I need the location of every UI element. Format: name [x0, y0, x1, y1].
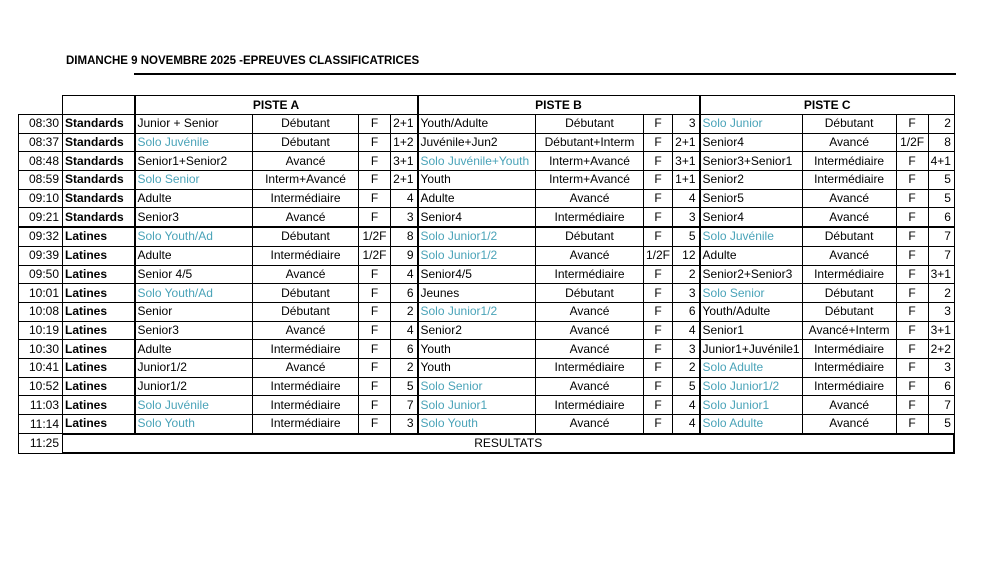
- category-cell-b: Solo Youth: [418, 415, 536, 434]
- time-cell: 10:41: [19, 358, 63, 377]
- level-cell-a: Débutant: [253, 302, 359, 321]
- level-cell-b: Débutant: [536, 284, 644, 303]
- final-cell-b: F: [644, 358, 673, 377]
- final-cell-c: F: [896, 396, 928, 415]
- category-cell-b: Juvénile+Jun2: [418, 133, 536, 152]
- count-cell-a: 2+1: [391, 171, 418, 190]
- table-row: [19, 152, 955, 171]
- count-cell-a: 3: [391, 208, 418, 227]
- final-cell-a: 1/2F: [359, 227, 391, 246]
- final-cell-b: F: [644, 377, 673, 396]
- table-row: [19, 227, 955, 246]
- final-cell-c: F: [896, 284, 928, 303]
- level-cell-a: Intermédiaire: [253, 396, 359, 415]
- level-cell-b: Débutant: [536, 227, 644, 246]
- table-row: [19, 208, 955, 227]
- final-cell-c: F: [896, 377, 928, 396]
- level-cell-c: Avancé: [802, 415, 896, 434]
- category-cell-b: Youth: [418, 340, 536, 359]
- time-cell: 11:14: [19, 415, 63, 434]
- time-cell: 08:30: [19, 115, 63, 134]
- category-cell-c: Senior5: [700, 189, 803, 208]
- level-cell-a: Intermédiaire: [253, 246, 359, 265]
- level-cell-c: Intermédiaire: [802, 152, 896, 171]
- dance-type-cell: Standards: [63, 133, 135, 152]
- time-cell: 10:08: [19, 302, 63, 321]
- count-cell-b: 4: [673, 415, 700, 434]
- dance-type-cell: Latines: [63, 377, 135, 396]
- count-cell-a: 8: [391, 227, 418, 246]
- count-cell-b: 2+1: [673, 133, 700, 152]
- final-cell-b: F: [644, 189, 673, 208]
- time-cell: 09:21: [19, 208, 63, 227]
- category-cell-a: Solo Youth: [135, 415, 253, 434]
- final-cell-a: F: [359, 189, 391, 208]
- level-cell-b: Intermédiaire: [536, 208, 644, 227]
- category-cell-c: Adulte: [700, 246, 803, 265]
- count-cell-b: 1+1: [673, 171, 700, 190]
- count-cell-a: 4: [391, 265, 418, 284]
- table-row: [19, 415, 955, 434]
- dance-type-cell: Latines: [63, 340, 135, 359]
- count-cell-c: 5: [928, 189, 954, 208]
- count-cell-c: 7: [928, 227, 954, 246]
- level-cell-a: Avancé: [253, 321, 359, 340]
- table-row: [19, 284, 955, 303]
- count-cell-b: 6: [673, 302, 700, 321]
- count-cell-b: 3: [673, 208, 700, 227]
- final-cell-b: F: [644, 115, 673, 134]
- level-cell-a: Interm+Avancé: [253, 171, 359, 190]
- level-cell-c: Avancé: [802, 246, 896, 265]
- time-cell: 08:37: [19, 133, 63, 152]
- category-cell-c: Solo Adulte: [700, 415, 803, 434]
- category-cell-b: Jeunes: [418, 284, 536, 303]
- final-cell-a: F: [359, 133, 391, 152]
- category-cell-b: Senior2: [418, 321, 536, 340]
- table-row: [19, 265, 955, 284]
- category-cell-c: Solo Junior: [700, 115, 803, 134]
- count-cell-a: 3: [391, 415, 418, 434]
- category-cell-b: Youth: [418, 358, 536, 377]
- final-cell-b: F: [644, 302, 673, 321]
- table-row: [19, 321, 955, 340]
- dance-type-cell: Standards: [63, 208, 135, 227]
- category-cell-a: Senior: [135, 302, 253, 321]
- count-cell-a: 2: [391, 302, 418, 321]
- final-cell-a: F: [359, 152, 391, 171]
- category-cell-a: Senior 4/5: [135, 265, 253, 284]
- category-cell-c: Senior3+Senior1: [700, 152, 803, 171]
- time-cell: 09:10: [19, 189, 63, 208]
- category-cell-c: Senior4: [700, 208, 803, 227]
- dance-type-cell: Standards: [63, 115, 135, 134]
- dance-type-cell: Standards: [63, 189, 135, 208]
- level-cell-a: Avancé: [253, 265, 359, 284]
- dance-type-cell: Latines: [63, 246, 135, 265]
- count-cell-b: 3: [673, 284, 700, 303]
- category-cell-c: Youth/Adulte: [700, 302, 803, 321]
- level-cell-a: Intermédiaire: [253, 415, 359, 434]
- time-cell: 08:59: [19, 171, 63, 190]
- final-cell-a: 1/2F: [359, 246, 391, 265]
- count-cell-b: 4: [673, 321, 700, 340]
- time-cell: 10:19: [19, 321, 63, 340]
- count-cell-c: 7: [928, 396, 954, 415]
- level-cell-a: Intermédiaire: [253, 340, 359, 359]
- category-cell-c: Solo Junior1: [700, 396, 803, 415]
- dance-type-cell: Standards: [63, 152, 135, 171]
- time-cell: 09:32: [19, 227, 63, 246]
- final-cell-a: F: [359, 302, 391, 321]
- level-cell-b: Débutant+Interm: [536, 133, 644, 152]
- final-cell-c: F: [896, 246, 928, 265]
- category-cell-a: Adulte: [135, 340, 253, 359]
- table-row: [19, 396, 955, 415]
- dance-type-cell: Latines: [63, 265, 135, 284]
- level-cell-b: Avancé: [536, 302, 644, 321]
- piste-a-header: PISTE A: [135, 96, 418, 115]
- time-cell: 10:30: [19, 340, 63, 359]
- category-cell-a: Senior3: [135, 321, 253, 340]
- count-cell-c: 8: [928, 133, 954, 152]
- category-cell-c: Senior2: [700, 171, 803, 190]
- count-cell-c: 3: [928, 358, 954, 377]
- category-cell-c: Senior1: [700, 321, 803, 340]
- final-cell-c: F: [896, 227, 928, 246]
- level-cell-b: Intermédiaire: [536, 265, 644, 284]
- count-cell-a: 1+2: [391, 133, 418, 152]
- level-cell-b: Interm+Avancé: [536, 152, 644, 171]
- table-row: [19, 246, 955, 265]
- page-title: DIMANCHE 9 NOVEMBRE 2025 -EPREUVES CLASSIFICATRICES: [66, 55, 420, 67]
- results-row: [19, 434, 955, 454]
- category-cell-a: Solo Youth/Ad: [135, 227, 253, 246]
- final-cell-b: 1/2F: [644, 246, 673, 265]
- count-cell-c: 3+1: [928, 321, 954, 340]
- final-cell-a: F: [359, 321, 391, 340]
- category-cell-b: Youth/Adulte: [418, 115, 536, 134]
- count-cell-b: 3: [673, 115, 700, 134]
- category-cell-a: Junior + Senior: [135, 115, 253, 134]
- schedule-table: [18, 95, 955, 454]
- count-cell-c: 2: [928, 115, 954, 134]
- final-cell-c: F: [896, 340, 928, 359]
- final-cell-a: F: [359, 377, 391, 396]
- category-cell-b: Senior4: [418, 208, 536, 227]
- final-cell-a: F: [359, 396, 391, 415]
- table-row: [19, 302, 955, 321]
- count-cell-b: 3: [673, 340, 700, 359]
- level-cell-c: Intermédiaire: [802, 377, 896, 396]
- final-cell-b: F: [644, 152, 673, 171]
- count-cell-c: 6: [928, 208, 954, 227]
- category-cell-c: Solo Junior1/2: [700, 377, 803, 396]
- count-cell-c: 5: [928, 171, 954, 190]
- level-cell-a: Intermédiaire: [253, 189, 359, 208]
- count-cell-a: 5: [391, 377, 418, 396]
- time-cell: 09:39: [19, 246, 63, 265]
- count-cell-b: 2: [673, 265, 700, 284]
- level-cell-b: Avancé: [536, 415, 644, 434]
- table-row: [19, 377, 955, 396]
- count-cell-a: 2+1: [391, 115, 418, 134]
- table-row: [19, 171, 955, 190]
- level-cell-c: Débutant: [802, 284, 896, 303]
- level-cell-b: Avancé: [536, 340, 644, 359]
- final-cell-b: F: [644, 321, 673, 340]
- level-cell-c: Intermédiaire: [802, 265, 896, 284]
- level-cell-a: Débutant: [253, 115, 359, 134]
- category-cell-a: Solo Juvénile: [135, 133, 253, 152]
- dance-type-cell: Latines: [63, 302, 135, 321]
- category-cell-b: Solo Junior1: [418, 396, 536, 415]
- category-cell-a: Senior3: [135, 208, 253, 227]
- count-cell-c: 2: [928, 284, 954, 303]
- count-cell-b: 4: [673, 189, 700, 208]
- final-cell-b: F: [644, 340, 673, 359]
- count-cell-b: 3+1: [673, 152, 700, 171]
- count-cell-c: 4+1: [928, 152, 954, 171]
- dance-type-cell: Latines: [63, 358, 135, 377]
- level-cell-a: Débutant: [253, 227, 359, 246]
- level-cell-a: Intermédiaire: [253, 377, 359, 396]
- time-cell: 10:52: [19, 377, 63, 396]
- blank-cell: [19, 96, 63, 115]
- category-cell-b: Solo Junior1/2: [418, 227, 536, 246]
- piste-c-header: PISTE C: [700, 96, 955, 115]
- count-cell-a: 7: [391, 396, 418, 415]
- final-cell-c: F: [896, 208, 928, 227]
- count-cell-c: 3+1: [928, 265, 954, 284]
- results-cell: RESULTATS: [63, 434, 955, 454]
- category-cell-b: Solo Junior1/2: [418, 302, 536, 321]
- time-cell: 11:25: [19, 434, 63, 454]
- level-cell-c: Débutant: [802, 227, 896, 246]
- piste-header-row: [19, 96, 955, 115]
- final-cell-b: F: [644, 415, 673, 434]
- count-cell-a: 2: [391, 358, 418, 377]
- count-cell-c: 6: [928, 377, 954, 396]
- category-cell-c: Senior4: [700, 133, 803, 152]
- final-cell-c: F: [896, 189, 928, 208]
- final-cell-c: F: [896, 171, 928, 190]
- final-cell-c: F: [896, 321, 928, 340]
- level-cell-c: Intermédiaire: [802, 340, 896, 359]
- count-cell-c: 2+2: [928, 340, 954, 359]
- level-cell-c: Avancé: [802, 208, 896, 227]
- level-cell-a: Avancé: [253, 152, 359, 171]
- category-cell-a: Solo Youth/Ad: [135, 284, 253, 303]
- category-cell-c: Junior1+Juvénile1: [700, 340, 803, 359]
- category-cell-b: Solo Juvénile+Youth: [418, 152, 536, 171]
- header-rule: [134, 73, 956, 75]
- category-cell-b: Adulte: [418, 189, 536, 208]
- count-cell-b: 5: [673, 377, 700, 396]
- level-cell-c: Avancé: [802, 189, 896, 208]
- count-cell-a: 6: [391, 284, 418, 303]
- level-cell-c: Avancé: [802, 396, 896, 415]
- level-cell-c: Avancé+Interm: [802, 321, 896, 340]
- category-cell-a: Junior1/2: [135, 377, 253, 396]
- final-cell-c: 1/2F: [896, 133, 928, 152]
- level-cell-c: Débutant: [802, 115, 896, 134]
- level-cell-b: Intermédiaire: [536, 396, 644, 415]
- count-cell-a: 4: [391, 189, 418, 208]
- dance-type-cell: Latines: [63, 321, 135, 340]
- final-cell-b: F: [644, 171, 673, 190]
- level-cell-b: Interm+Avancé: [536, 171, 644, 190]
- count-cell-b: 4: [673, 396, 700, 415]
- level-cell-a: Avancé: [253, 358, 359, 377]
- final-cell-a: F: [359, 340, 391, 359]
- count-cell-b: 5: [673, 227, 700, 246]
- level-cell-b: Avancé: [536, 189, 644, 208]
- level-cell-b: Avancé: [536, 246, 644, 265]
- count-cell-a: 3+1: [391, 152, 418, 171]
- dance-type-cell: Latines: [63, 284, 135, 303]
- table-row: [19, 115, 955, 134]
- final-cell-b: F: [644, 284, 673, 303]
- final-cell-c: F: [896, 302, 928, 321]
- final-cell-a: F: [359, 115, 391, 134]
- table-row: [19, 358, 955, 377]
- category-cell-b: Solo Senior: [418, 377, 536, 396]
- dance-type-cell: Latines: [63, 415, 135, 434]
- final-cell-c: F: [896, 152, 928, 171]
- piste-b-header: PISTE B: [418, 96, 700, 115]
- level-cell-a: Débutant: [253, 284, 359, 303]
- count-cell-c: 3: [928, 302, 954, 321]
- count-cell-c: 7: [928, 246, 954, 265]
- level-cell-b: Débutant: [536, 115, 644, 134]
- final-cell-a: F: [359, 358, 391, 377]
- dance-type-cell: Standards: [63, 171, 135, 190]
- dance-type-cell: Latines: [63, 227, 135, 246]
- level-cell-b: Intermédiaire: [536, 358, 644, 377]
- count-cell-c: 5: [928, 415, 954, 434]
- category-cell-a: Senior1+Senior2: [135, 152, 253, 171]
- count-cell-a: 9: [391, 246, 418, 265]
- final-cell-a: F: [359, 171, 391, 190]
- level-cell-c: Avancé: [802, 133, 896, 152]
- level-cell-a: Débutant: [253, 133, 359, 152]
- level-cell-c: Débutant: [802, 302, 896, 321]
- blank-cell: [63, 96, 135, 115]
- count-cell-a: 6: [391, 340, 418, 359]
- category-cell-a: Adulte: [135, 246, 253, 265]
- count-cell-b: 12: [673, 246, 700, 265]
- final-cell-c: F: [896, 358, 928, 377]
- category-cell-b: Senior4/5: [418, 265, 536, 284]
- table-row: [19, 340, 955, 359]
- category-cell-c: Solo Senior: [700, 284, 803, 303]
- category-cell-a: Junior1/2: [135, 358, 253, 377]
- time-cell: 09:50: [19, 265, 63, 284]
- level-cell-c: Intermédiaire: [802, 171, 896, 190]
- count-cell-b: 2: [673, 358, 700, 377]
- time-cell: 10:01: [19, 284, 63, 303]
- category-cell-c: Solo Adulte: [700, 358, 803, 377]
- level-cell-b: Avancé: [536, 377, 644, 396]
- final-cell-a: F: [359, 208, 391, 227]
- category-cell-c: Solo Juvénile: [700, 227, 803, 246]
- category-cell-a: Solo Senior: [135, 171, 253, 190]
- final-cell-c: F: [896, 415, 928, 434]
- level-cell-a: Avancé: [253, 208, 359, 227]
- final-cell-b: F: [644, 265, 673, 284]
- final-cell-c: F: [896, 265, 928, 284]
- time-cell: 08:48: [19, 152, 63, 171]
- dance-type-cell: Latines: [63, 396, 135, 415]
- count-cell-a: 4: [391, 321, 418, 340]
- level-cell-c: Intermédiaire: [802, 358, 896, 377]
- category-cell-b: Youth: [418, 171, 536, 190]
- final-cell-b: F: [644, 227, 673, 246]
- category-cell-a: Solo Juvénile: [135, 396, 253, 415]
- category-cell-b: Solo Junior1/2: [418, 246, 536, 265]
- table-row: [19, 133, 955, 152]
- category-cell-c: Senior2+Senior3: [700, 265, 803, 284]
- time-cell: 11:03: [19, 396, 63, 415]
- category-cell-a: Adulte: [135, 189, 253, 208]
- final-cell-b: F: [644, 208, 673, 227]
- final-cell-c: F: [896, 115, 928, 134]
- final-cell-b: F: [644, 396, 673, 415]
- table-row: [19, 189, 955, 208]
- final-cell-a: F: [359, 415, 391, 434]
- final-cell-a: F: [359, 265, 391, 284]
- final-cell-a: F: [359, 284, 391, 303]
- level-cell-b: Avancé: [536, 321, 644, 340]
- final-cell-b: F: [644, 133, 673, 152]
